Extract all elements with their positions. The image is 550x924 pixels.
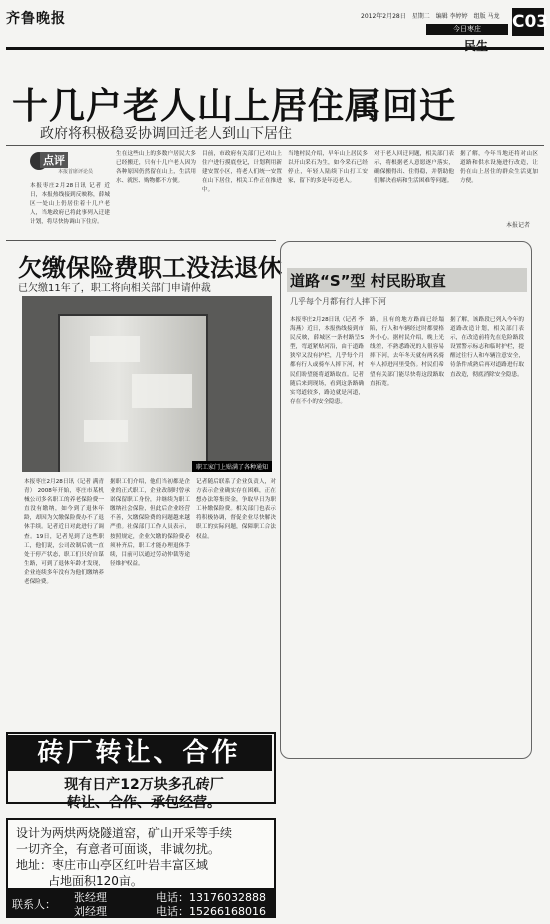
dateline: 2012年2月28日 星期二 编辑 李婷婷 组版 马龙 [361, 13, 500, 20]
ad-line-2: 一切齐全，有意者可面谈，非诚勿扰。 [16, 842, 221, 856]
road-column-2: 路，且有的地方路面已经塌陷，行人和车辆经过时都要格外小心。据村民介绍，晚上光线差，不熟悉路况的人很容易摔下河，去年冬天就有两名骑车人掉进河里受伤。村民们希望有关部门能尽快将这段路取直拓宽。 [370, 317, 444, 387]
contact-bar [6, 888, 276, 918]
section-tag: 今日枣庄 [426, 24, 508, 35]
insurance-subhead: 已欠缴11年了，职工将向相关部门申请仲裁 [18, 283, 211, 294]
divider [6, 145, 544, 146]
contact-phone[interactable]: 电话：15266168016 [156, 905, 266, 918]
lead-column-2: 生在这些山上的多数户居民大多已经搬迁，只有十几户老人因为各种原因仍然留在山上，生活用水、就医、购物都不方便。 [116, 151, 196, 185]
lead-column-3: 目前，市政府有关部门已对山上住户进行摸底登记，计划利用新建安置小区，将老人们统一安置在山下居住，相关工作正在推进中。 [202, 151, 282, 194]
posted-notice [90, 336, 140, 362]
lead-column-4: 当地村民介绍，早年山上居民多以开山采石为生，如今采石已经停止，年轻人陆续下山打工安家，留下的多是年迈老人。 [288, 151, 368, 185]
lead-subhead: 政府将积极稳妥协调回迁老人到山下居住 [40, 126, 292, 142]
masthead [6, 4, 549, 53]
contact-name: 张经理 [74, 891, 107, 904]
ad-line-1: 设计为两烘两烧隧道窑，矿山开采等手续 [16, 826, 233, 840]
comment-tag-sub: 本报首席评论员 [58, 169, 94, 175]
ad-area: 占地面积120亩。 [48, 874, 143, 888]
paper-name: 齐鲁晚报 [6, 11, 66, 27]
kiln-ad-title: 砖厂转让、合作 [6, 735, 272, 771]
insurance-column-1: 本报枣庄2月28日讯（记者 满青青） 2008年开始，枣庄市某机械公司多名职工的养老保险费一直没有缴纳，如今到了退休年龄，却因为欠缴保险费办不了退休手续。记者近日对此进行了调查。19日，记者见到了这些职工，他们说，公司改制后就一直处于停产状态，职工们只好自谋生路，可到了退休年龄才发现，企业连续多年没有为他们缴纳养老保险费。 [24, 479, 104, 586]
lead-signature: 本报记者 [506, 222, 531, 229]
kiln-ad-line-2: 转让、合作、承包经营。 [67, 795, 221, 811]
contact-label: 联系人： [12, 898, 56, 911]
contact-name: 刘经理 [74, 905, 107, 918]
insurance-column-2: 据职工们介绍，他们当初都是企业的正式职工，企业改制时曾承诺保留职工身份，并继续为职工缴纳社会保险，但此后企业经营不善，欠缴保险费的问题越来越严重。社保部门工作人员表示，按照规定，企业欠缴的保险费必须补齐后，职工才能办理退休手续，目前可以通过劳动仲裁等途径维护权益。 [110, 479, 190, 567]
lead-headline: 十几户老人山上居住属回迁 [12, 86, 457, 127]
road-headline: 道路“S”型 村民盼取直 [290, 272, 446, 290]
insurance-column-3: 记者随后联系了企业负责人，对方表示企业确实存在困难，正在想办法筹集资金，争取早日为职工补缴保险费。相关部门也表示将积极协调，督促企业尽快解决职工的实际问题，保障职工合法权益。 [196, 479, 276, 540]
door-photo-subject [58, 314, 208, 472]
comment-tag [28, 150, 102, 180]
road-subhead: 几乎每个月都有行人摔下河 [290, 297, 386, 306]
lead-column-5: 对于老人回迁问题，相关部门表示，将根据老人意愿逐户落实，确保搬得出、住得稳，并帮助他们解决看病和生活困难等问题。 [374, 151, 454, 185]
news-photo [22, 296, 272, 472]
posted-notice [132, 374, 192, 408]
ad-address: 地址：枣庄市山亭区红叶岩丰富区域 [16, 858, 209, 872]
page-number: C03 [512, 8, 544, 36]
divider [6, 240, 276, 241]
lead-column-1: 本报枣庄2月28日讯 记者 近日，本报热线接到反映称，薛城区一处山上仍居住着十几户老人，当地政府已将此事列入迁建计划，将尽快协调山下住房。 [30, 183, 110, 226]
comment-tag-label: 点评 [40, 152, 68, 168]
insurance-headline: 欠缴保险费职工没法退休 [18, 254, 282, 282]
photo-caption: 职工家门上贴满了各种通知 [192, 461, 272, 472]
contact-phone[interactable]: 电话：13176032888 [156, 891, 266, 904]
posted-notice [84, 420, 128, 442]
section-name: 民生 [464, 39, 489, 53]
road-column-3: 据了解，该路段已列入今年的道路改造计划，相关部门表示，在改造前将先在危险路段设置警示标志和临时护栏，提醒过往行人和车辆注意安全，待条件成熟后再对道路进行取直改造，彻底消除安全隐患。 [450, 317, 524, 378]
lead-column-6: 据了解，今年当地还将对山区道路和供水设施进行改造，让仍在山上居住的群众生活更加方便。 [460, 151, 538, 185]
kiln-ad-line-1: 现有日产12万块多孔砖厂 [64, 777, 224, 793]
road-column-1: 本报枣庄2月28日讯（记者 李海燕）近日，本报热线接到市民反映，薛城区一条村路呈S型，弯道紧贴河沿，由于道路狭窄又没有护栏，几乎每个月都有行人或骑车人摔下河，村民们盼望能将道路取直。记者随后来到现场，看到这条路确实弯道较多，路边就是河道，存在不小的安全隐患。 [290, 317, 364, 405]
